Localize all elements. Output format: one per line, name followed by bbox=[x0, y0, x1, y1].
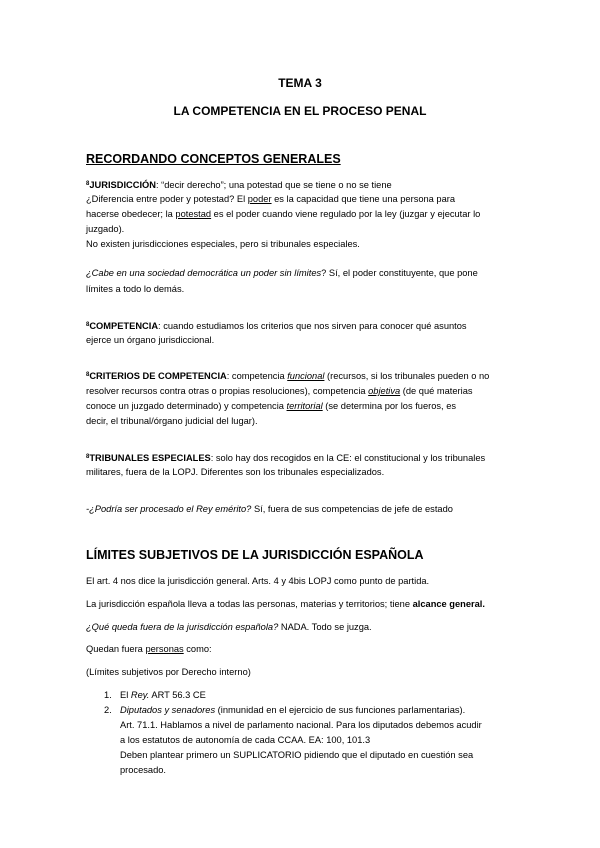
doc-title: TEMA 3 bbox=[278, 76, 322, 90]
question1-line2: límites a todo lo demás. bbox=[86, 284, 185, 294]
list-item-detail: procesado. bbox=[120, 765, 166, 775]
list-item-detail: a los estatutos de autonomía de cada CCAA. EA: 100, 101.3 bbox=[120, 735, 371, 745]
doc-subtitle: LA COMPETENCIA EN EL PROCESO PENAL bbox=[173, 104, 427, 118]
jurisdiccion-line3: hacerse obedecer; la potestad es el poder cuando viene regulado por la ley (juzgar y ejecutar lo bbox=[86, 209, 481, 219]
question2: -¿Podría ser procesado el Rey emérito? Sí, fuera de sus competencias de jefe de estado bbox=[86, 504, 453, 514]
question1-line1: ¿Cabe en una sociedad democrática un poder sin límites? Sí, el poder constituyente, que pone bbox=[86, 268, 478, 278]
jurisdiccion-line1: $^8$JURISDICCIÓN: “decir derecho”; una potestad que se tiene o no se tiene bbox=[86, 180, 392, 190]
criterios-line3: conoce un juzgado determinado) y competencia territorial (se determina por los fueros, es bbox=[86, 401, 457, 411]
section2-p3: ¿Qué queda fuera de la jurisdicción española? NADA. Todo se juzga. bbox=[86, 622, 372, 632]
list-item: 2. Diputados y senadores (inmunidad en el ejercicio de sus funciones parlamentarias). bbox=[104, 705, 466, 715]
section2-p5: (Límites subjetivos por Derecho interno) bbox=[86, 667, 251, 677]
tribunales-line1: $^8$TRIBUNALES ESPECIALES: solo hay dos recogidos en la CE: el constitucional y los tribunales bbox=[86, 453, 486, 463]
competencia-line1: $^8$COMPETENCIA: cuando estudiamos los criterios que nos sirven para conocer qué asuntos bbox=[86, 321, 467, 331]
criterios-line1: $^8$CRITERIOS DE COMPETENCIA: competencia funcional (recursos, si los tribunales pueden o no bbox=[86, 371, 490, 381]
competencia-line2: ejerce un órgano jurisdiccional. bbox=[86, 335, 215, 345]
jurisdiccion-line4: juzgado). bbox=[86, 224, 125, 234]
tribunales-line2: militares, fuera de la LOPJ. Diferentes son los tribunales especializados. bbox=[86, 467, 385, 477]
list-item-detail: Deben plantear primero un SUPLICATORIO pidiendo que el diputado en cuestión sea bbox=[120, 750, 474, 760]
list-item: 1. El Rey. ART 56.3 CE bbox=[104, 690, 206, 700]
section2-heading: LÍMITES SUBJETIVOS DE LA JURISDICCIÓN ESPAÑOLA bbox=[86, 548, 424, 562]
jurisdiccion-line5: No existen jurisdicciones especiales, pero si tribunales especiales. bbox=[86, 239, 360, 249]
section2-p4: Quedan fuera personas como: bbox=[86, 644, 212, 654]
jurisdiccion-line2: ¿Diferencia entre poder y potestad? El poder es la capacidad que tiene una persona para bbox=[86, 194, 456, 204]
section2-p1: El art. 4 nos dice la jurisdicción general. Arts. 4 y 4bis LOPJ como punto de partida. bbox=[86, 576, 430, 586]
list-item-detail: Art. 71.1. Hablamos a nivel de parlamento nacional. Para los diputados debemos acudir bbox=[120, 720, 482, 730]
section1-heading: RECORDANDO CONCEPTOS GENERALES bbox=[86, 152, 341, 166]
criterios-line2: resolver recursos contra otras o propias resoluciones), competencia objetiva (de qué materias bbox=[86, 386, 473, 396]
section2-p2: La jurisdicción española lleva a todas las personas, materias y territorios; tiene alcance general. bbox=[86, 599, 485, 609]
criterios-line4: decir, el tribunal/órgano judicial del lugar). bbox=[86, 416, 258, 426]
